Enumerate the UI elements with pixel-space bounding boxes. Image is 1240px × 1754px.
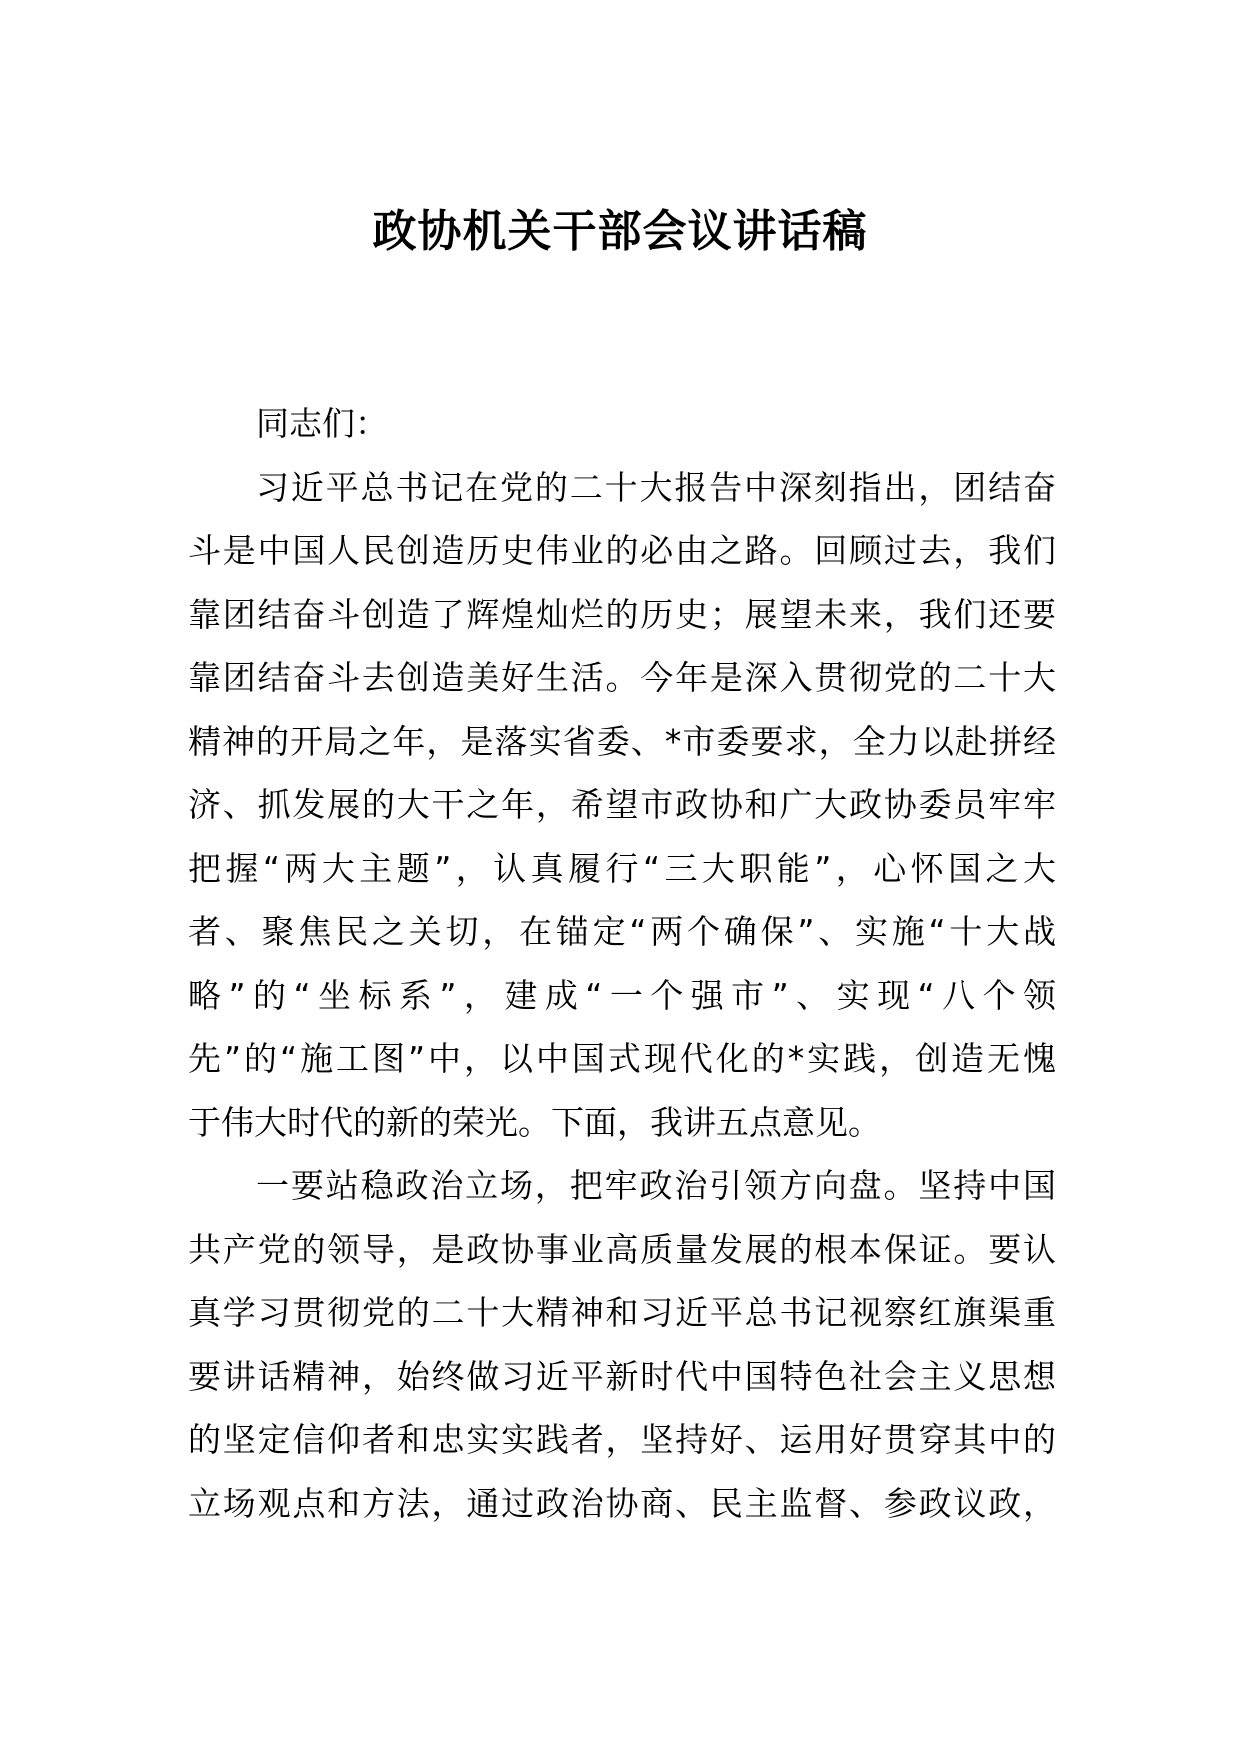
body-line: 斗是中国人民创造历史伟业的必由之路。回顾过去，我们 xyxy=(188,531,1056,570)
body-line: 的坚定信仰者和忠实实践者，坚持好、运用好贯穿其中的 xyxy=(188,1420,1056,1459)
body-line: 略”的“坐标系”，建成“一个强市”、实现“八个领 xyxy=(188,975,1056,1015)
body-line: 靠团结奋斗创造了辉煌灿烂的历史；展望未来，我们还要 xyxy=(188,594,1056,634)
document-body xyxy=(188,392,1056,1535)
body-line: 于伟大时代的新的荣光。下面，我讲五点意见。 xyxy=(188,1102,881,1142)
body-line: 要讲话精神，始终做习近平新时代中国特色社会主义思想 xyxy=(188,1356,1056,1396)
body-line: 习近平总书记在党的二十大报告中深刻指出，团结奋 xyxy=(256,467,1056,507)
body-line: 立场观点和方法，通过政治协商、民主监督、参政议政， xyxy=(188,1483,1056,1523)
body-line: 把握“两大主题”，认真履行“三大职能”，心怀国之大 xyxy=(188,848,1056,888)
body-line: 先”的“施工图”中，以中国式现代化的*实践，创造无愧 xyxy=(188,1039,1056,1078)
salutation-line: 同志们： xyxy=(256,404,388,443)
document-title: 政协机关干部会议讲话稿 xyxy=(372,206,868,257)
body-line: 精神的开局之年，是落实省委、*市委要求，全力以赴拼经 xyxy=(188,721,1056,761)
body-line: 者、聚焦民之关切，在锚定“两个确保”、实施“十大战 xyxy=(188,912,1056,951)
body-line: 靠团结奋斗去创造美好生活。今年是深入贯彻党的二十大 xyxy=(188,658,1056,697)
body-line: 一要站稳政治立场，把牢政治引领方向盘。坚持中国 xyxy=(256,1166,1056,1205)
body-line: 济、抓发展的大干之年，希望市政协和广大政协委员牢牢 xyxy=(188,785,1056,824)
body-line: 共产党的领导，是政协事业高质量发展的根本保证。要认 xyxy=(188,1229,1056,1269)
body-line: 真学习贯彻党的二十大精神和习近平总书记视察红旗渠重 xyxy=(188,1293,1056,1332)
